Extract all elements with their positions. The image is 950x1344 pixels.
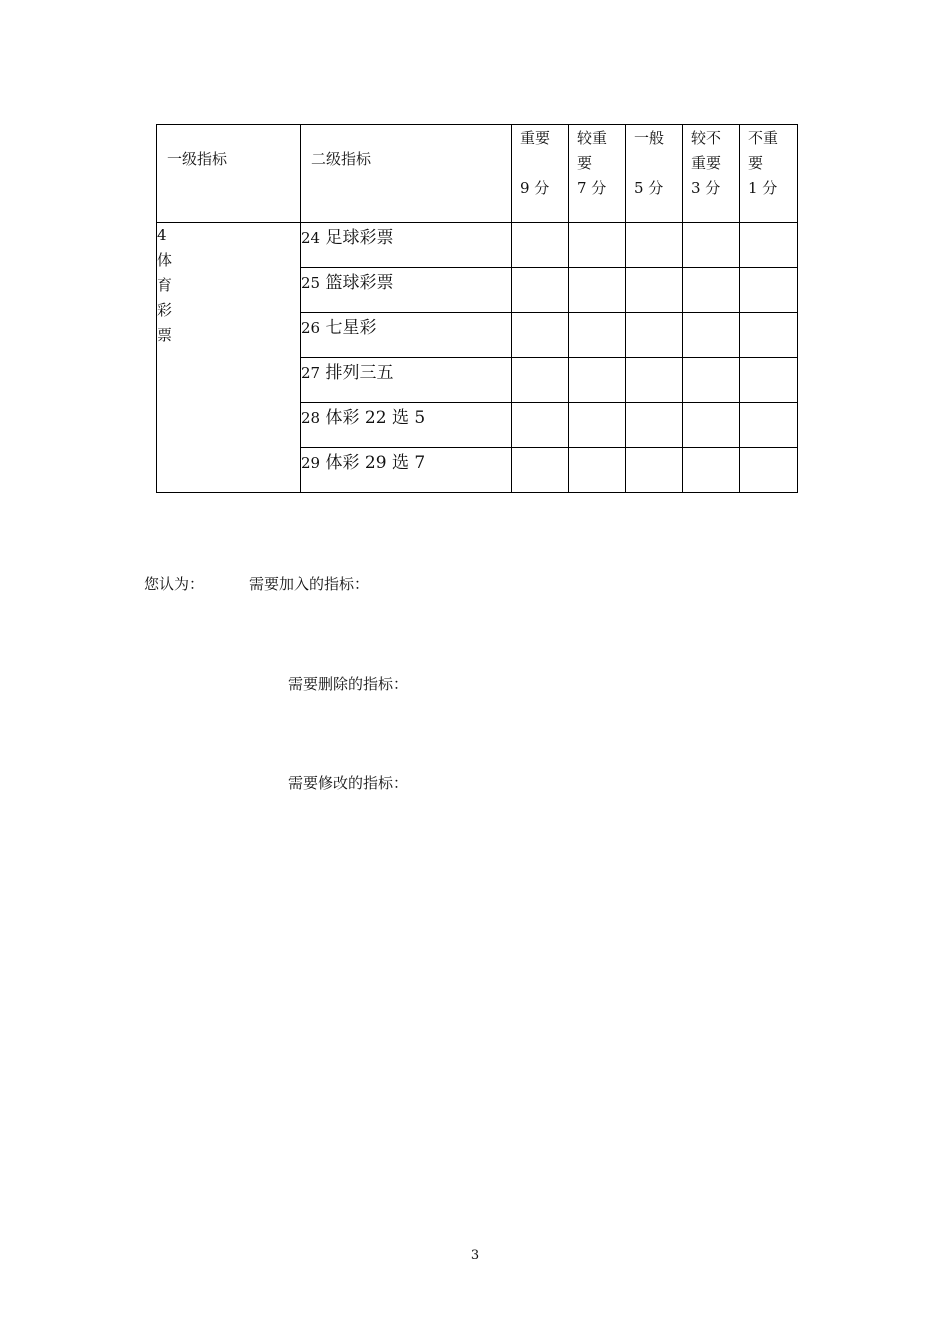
indicator-name: 篮球彩票 bbox=[325, 273, 394, 293]
rating-cell-3[interactable] bbox=[683, 223, 740, 268]
rating-cell-9[interactable] bbox=[512, 223, 569, 268]
indicator-name: 足球彩票 bbox=[325, 228, 394, 248]
rating-cell-7[interactable] bbox=[569, 313, 626, 358]
notes-lead: 您认为： bbox=[144, 575, 205, 593]
score-label-line1: 一般 bbox=[634, 129, 665, 147]
rating-cell-5[interactable] bbox=[626, 358, 683, 403]
score-points: 1 分 bbox=[748, 179, 778, 197]
category-char: 彩 bbox=[157, 301, 173, 319]
rating-cell-5[interactable] bbox=[626, 403, 683, 448]
indicator-number: 27 bbox=[301, 364, 321, 382]
rating-cell-7[interactable] bbox=[569, 223, 626, 268]
rating-cell-9[interactable] bbox=[512, 403, 569, 448]
score-points: 5 分 bbox=[634, 179, 664, 197]
rating-cell-1[interactable] bbox=[740, 403, 798, 448]
page-number: 3 bbox=[470, 1248, 480, 1263]
notes-remove-label: 需要删除的指标： bbox=[288, 675, 409, 693]
header-score-9 bbox=[512, 125, 569, 223]
rating-cell-3[interactable] bbox=[683, 313, 740, 358]
rating-cell-1[interactable] bbox=[740, 313, 798, 358]
rating-cell-3[interactable] bbox=[683, 403, 740, 448]
indicator-cell bbox=[301, 313, 512, 358]
score-points: 7 分 bbox=[577, 179, 607, 197]
indicator-number: 25 bbox=[301, 274, 321, 292]
header-score-7 bbox=[569, 125, 626, 223]
notes-modify-label: 需要修改的指标： bbox=[288, 774, 409, 792]
category-cell bbox=[157, 223, 301, 493]
category-char: 票 bbox=[157, 326, 173, 344]
rating-cell-9[interactable] bbox=[512, 268, 569, 313]
indicator-rating-table bbox=[156, 124, 798, 493]
rating-cell-3[interactable] bbox=[683, 268, 740, 313]
header-level2 bbox=[301, 125, 512, 223]
score-label-line2: 重要 bbox=[691, 154, 722, 172]
rating-cell-1[interactable] bbox=[740, 268, 798, 313]
header-score-3 bbox=[683, 125, 740, 223]
category-char: 育 bbox=[157, 276, 173, 294]
rating-cell-5[interactable] bbox=[626, 268, 683, 313]
rating-cell-5[interactable] bbox=[626, 223, 683, 268]
indicator-number: 24 bbox=[301, 229, 321, 247]
header-level2-label: 二级指标 bbox=[311, 150, 372, 168]
indicator-cell bbox=[301, 223, 512, 268]
indicator-cell bbox=[301, 448, 512, 493]
score-label-line1: 重要 bbox=[520, 129, 551, 147]
score-points: 9 分 bbox=[520, 179, 550, 197]
indicator-number: 28 bbox=[301, 409, 321, 427]
table-header-row bbox=[157, 125, 798, 223]
rating-cell-1[interactable] bbox=[740, 358, 798, 403]
score-points: 3 分 bbox=[691, 179, 721, 197]
category-char: 体 bbox=[157, 251, 173, 269]
header-score-1 bbox=[740, 125, 798, 223]
indicator-number: 26 bbox=[301, 319, 321, 337]
rating-cell-9[interactable] bbox=[512, 358, 569, 403]
rating-cell-3[interactable] bbox=[683, 448, 740, 493]
rating-cell-9[interactable] bbox=[512, 313, 569, 358]
notes-add-label: 需要加入的指标： bbox=[249, 575, 370, 593]
score-label-line2: 要 bbox=[748, 154, 764, 172]
header-score-5 bbox=[626, 125, 683, 223]
rating-cell-1[interactable] bbox=[740, 448, 798, 493]
score-label-line1: 较重 bbox=[577, 129, 608, 147]
indicator-name: 体彩 29 选 7 bbox=[325, 453, 426, 473]
score-label-line2: 要 bbox=[577, 154, 593, 172]
rating-cell-5[interactable] bbox=[626, 313, 683, 358]
rating-cell-7[interactable] bbox=[569, 403, 626, 448]
rating-cell-7[interactable] bbox=[569, 448, 626, 493]
header-level1-label: 一级指标 bbox=[167, 150, 228, 168]
rating-cell-7[interactable] bbox=[569, 358, 626, 403]
table-row bbox=[157, 223, 798, 268]
rating-cell-3[interactable] bbox=[683, 358, 740, 403]
rating-cell-7[interactable] bbox=[569, 268, 626, 313]
indicator-name: 排列三五 bbox=[325, 363, 394, 383]
category-number: 4 bbox=[157, 226, 167, 244]
score-label-line1: 不重 bbox=[748, 129, 779, 147]
indicator-cell bbox=[301, 268, 512, 313]
rating-cell-1[interactable] bbox=[740, 223, 798, 268]
rating-cell-5[interactable] bbox=[626, 448, 683, 493]
indicator-cell bbox=[301, 403, 512, 448]
indicator-cell bbox=[301, 358, 512, 403]
indicator-name: 七星彩 bbox=[325, 318, 377, 338]
rating-cell-9[interactable] bbox=[512, 448, 569, 493]
indicator-name: 体彩 22 选 5 bbox=[325, 408, 426, 428]
indicator-number: 29 bbox=[301, 454, 321, 472]
header-level1 bbox=[157, 125, 301, 223]
score-label-line1: 较不 bbox=[691, 129, 722, 147]
